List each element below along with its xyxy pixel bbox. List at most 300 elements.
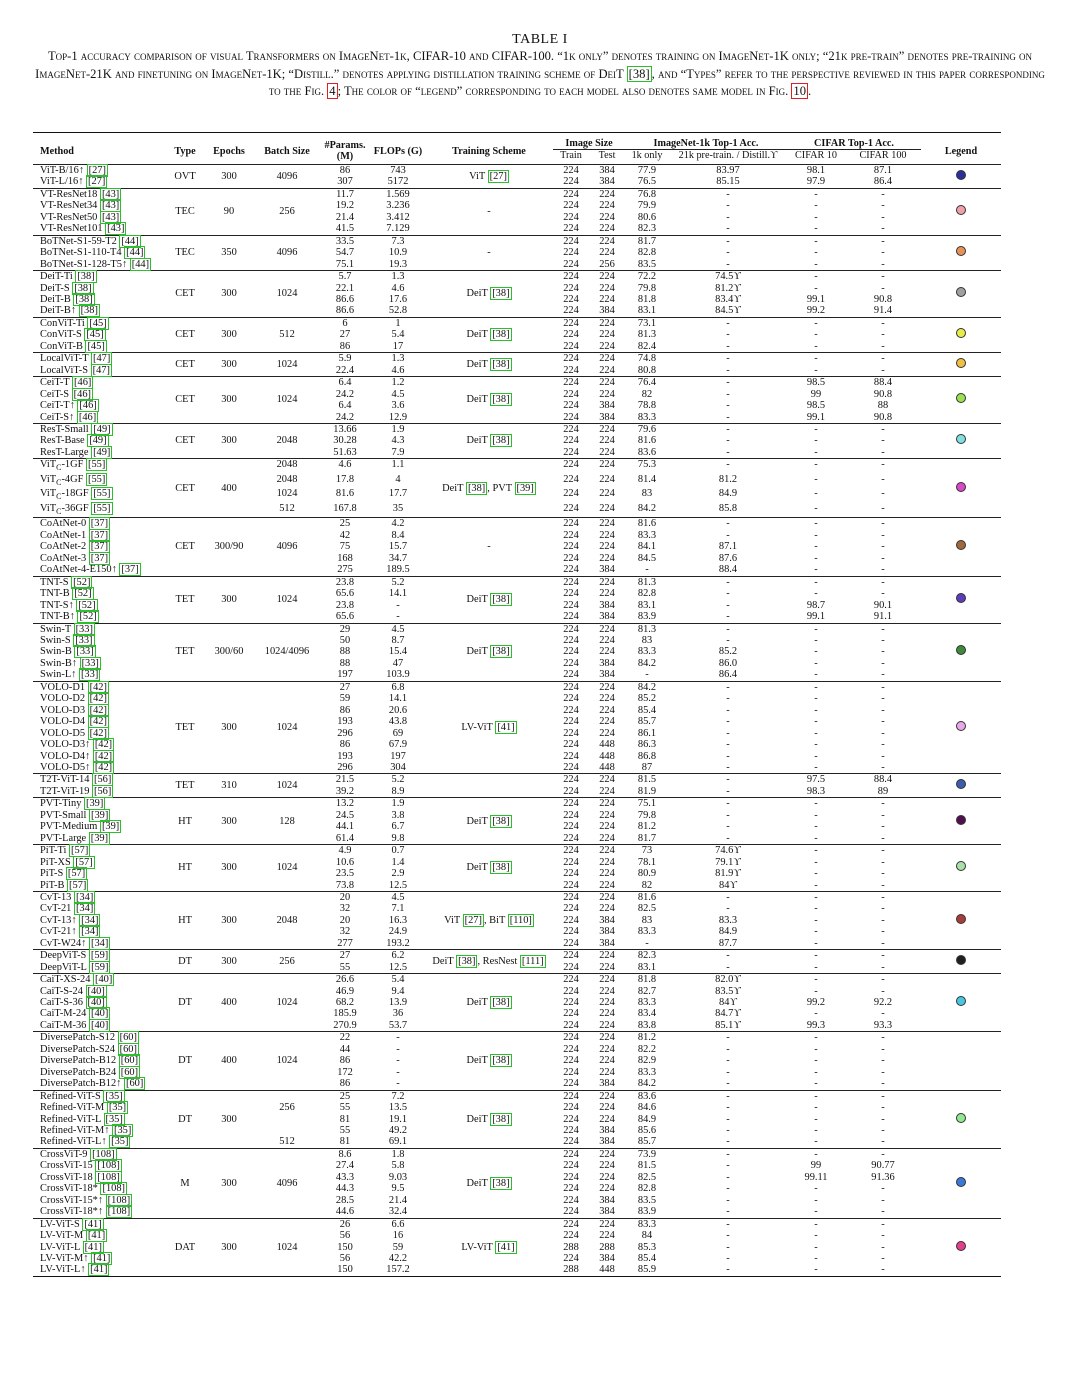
test-size-cell: 224 (599, 646, 615, 658)
method-citation[interactable]: [41] (93, 1253, 111, 1264)
acc-21k-distill-cell: - (726, 832, 730, 844)
method-citation[interactable]: [108] (107, 1206, 131, 1218)
flops-cell: 21.4 (388, 1194, 408, 1206)
params-cell: 168 (337, 552, 353, 564)
type-cell: CET (167, 423, 203, 458)
method-citation[interactable]: [42] (94, 761, 113, 773)
method-citation[interactable]: [43] (101, 200, 120, 212)
table-row (33, 1218, 1001, 1230)
method-citation[interactable]: [35] (114, 1125, 132, 1137)
test-size-cell: 224 (599, 552, 615, 564)
method-citation[interactable]: [55] (88, 459, 106, 471)
method-citation[interactable]: [37] (90, 518, 109, 530)
cifar100-cell: - (881, 223, 885, 235)
type-cell: HT (167, 798, 203, 845)
table-row (33, 423, 1001, 435)
method-citation[interactable]: [33] (75, 634, 93, 646)
method-citation[interactable]: [40] (87, 997, 105, 1009)
table-row (33, 1090, 1001, 1102)
method-citation[interactable]: [46] (73, 388, 91, 400)
test-size-cell: 224 (599, 488, 615, 500)
flops-cell: - (396, 1066, 400, 1078)
params-cell: 39.2 (335, 785, 355, 797)
method-cell: CaiT-M-24 [40] (40, 1008, 109, 1020)
acc-1k-only-cell: 82.4 (637, 340, 657, 352)
scheme-citation[interactable]: [38] (492, 815, 510, 827)
type-cell: OVT (167, 165, 203, 189)
method-cell: DeiT-B [38] (40, 293, 93, 305)
method-cell: Swin-B [33] (40, 646, 94, 658)
method-citation[interactable]: [42] (94, 750, 113, 762)
acc-21k-distill-cell: - (726, 529, 730, 541)
train-size-cell: 224 (563, 282, 579, 294)
method-citation[interactable]: [55] (88, 473, 106, 485)
flops-cell: 3.6 (391, 400, 405, 412)
method-citation[interactable]: [59] (91, 961, 109, 973)
test-size-cell: 224 (589, 1218, 625, 1230)
scheme-citation[interactable]: [38] (492, 288, 510, 300)
method-citation[interactable]: [40] (95, 974, 113, 986)
acc-21k-distill-cell: 84.7ϒ (715, 1008, 741, 1020)
test-size-cell: 224 (599, 364, 615, 376)
scheme-citation[interactable]: [38] (492, 1177, 510, 1189)
acc-21k-distill-cell: - (726, 634, 730, 646)
type-cell: TEC (167, 235, 203, 270)
scheme-citation[interactable]: [39] (516, 482, 534, 494)
method-citation[interactable]: [57] (70, 845, 89, 857)
scheme-cell: ViT [27] , BiT [110] (425, 891, 553, 949)
scheme-citation[interactable]: [27] (464, 914, 482, 926)
cifar10-cell: - (787, 188, 845, 200)
cifar100-cell: - (845, 845, 921, 857)
acc-1k-only-cell: 81.6 (625, 891, 669, 903)
acc-1k-only-cell: 79.6 (625, 423, 669, 435)
method-cell: VOLO-D2 [42] (40, 693, 107, 705)
method-citation[interactable]: [33] (81, 657, 99, 669)
test-size-cell: 384 (599, 400, 615, 412)
flops-cell: 14.1 (388, 693, 408, 705)
method-citation[interactable]: [46] (79, 400, 97, 412)
acc-1k-only-cell: 81.6 (625, 518, 669, 530)
method-citation[interactable]: [60] (125, 1078, 144, 1090)
scheme-citation[interactable]: [38] (492, 646, 510, 658)
method-citation[interactable]: [40] (90, 1008, 109, 1020)
method-citation[interactable]: [52] (78, 599, 96, 611)
acc-21k-distill-cell: - (669, 317, 787, 329)
table-row (33, 353, 1001, 365)
cifar100-cell: - (881, 1055, 885, 1067)
comparison-table (33, 132, 1001, 1277)
legend-color-dot (956, 246, 966, 256)
method-citation[interactable]: [47] (92, 364, 110, 376)
cifar100-cell: - (881, 1125, 885, 1137)
method-citation[interactable]: [39] (86, 798, 104, 810)
epochs-cell: 300 (203, 1148, 255, 1218)
cifar10-cell: - (814, 1241, 818, 1253)
train-size-cell: 224 (553, 459, 589, 474)
method-citation[interactable]: [44] (126, 247, 144, 259)
cifar10-cell: 99.3 (806, 1019, 826, 1031)
train-size-cell: 224 (563, 1160, 579, 1172)
method-citation[interactable]: [42] (94, 739, 113, 751)
method-citation[interactable]: [35] (105, 1090, 123, 1102)
method-citation[interactable]: [60] (119, 1032, 137, 1044)
scheme-citation[interactable]: [41] (497, 1241, 515, 1253)
scheme-cell: LV-ViT [41] (425, 1218, 553, 1276)
params-cell: 10.6 (335, 856, 355, 868)
method-citation[interactable]: [108] (97, 1160, 120, 1172)
flops-cell: 13.9 (388, 997, 408, 1009)
scheme-citation[interactable]: [38] (492, 394, 510, 406)
method-citation[interactable]: [59] (90, 950, 109, 962)
legend-color-dot (956, 1177, 966, 1187)
train-size-cell: 224 (563, 340, 579, 352)
method-citation[interactable]: [27] (88, 165, 106, 176)
scheme-citation[interactable]: [38] (492, 593, 510, 605)
scheme-citation[interactable]: [38] (492, 358, 510, 370)
method-citation[interactable]: [38] (77, 271, 95, 283)
cifar10-cell: - (787, 317, 845, 329)
cifar10-cell: - (814, 1206, 818, 1218)
cifar10-cell: - (814, 435, 818, 447)
cifar100-cell: - (881, 552, 885, 564)
acc-21k-distill-cell: - (726, 1171, 730, 1183)
params-cell: 277 (337, 937, 353, 949)
params-cell: 86 (339, 1055, 351, 1067)
table-row (33, 681, 1001, 693)
method-citation[interactable]: [34] (75, 891, 94, 903)
type-cell: DT (167, 1032, 203, 1090)
caption-fig-4-link[interactable]: 4 (329, 84, 336, 98)
params-cell: 6.4 (338, 400, 352, 412)
cifar100-cell: - (881, 727, 885, 739)
scheme-citation[interactable]: [41] (497, 721, 515, 733)
cifar10-cell: - (814, 914, 818, 926)
method-citation[interactable]: [42] (89, 693, 107, 705)
params-cell: 81.6 (335, 488, 355, 500)
acc-1k-only-cell: 82.7 (637, 985, 657, 997)
cifar100-cell: - (881, 646, 885, 658)
cifar10-cell: - (787, 235, 845, 247)
method-citation[interactable]: [56] (94, 774, 112, 786)
cifar100-cell: - (881, 258, 885, 270)
method-citation[interactable]: [55] (93, 502, 111, 514)
method-citation[interactable]: [41] (84, 1218, 102, 1230)
cifar10-cell: - (814, 1136, 818, 1148)
method-cell: ConViT-Ti [45] (33, 317, 167, 329)
method-citation[interactable]: [45] (87, 340, 105, 352)
cifar100-cell: - (881, 364, 885, 376)
test-size-cell: 224 (599, 1043, 615, 1055)
cifar100-cell: - (881, 564, 885, 576)
train-size-cell: 224 (563, 1113, 579, 1125)
acc-21k-distill-cell: 86.4 (718, 669, 738, 681)
method-cell: BoTNet-S1-110-T4 [44] (40, 247, 144, 259)
method-citation[interactable]: [42] (89, 704, 107, 716)
method-citation[interactable]: [45] (86, 329, 104, 341)
params-cell: 11.7 (319, 188, 371, 200)
method-cell: T2T-ViT-19 [56] (40, 785, 112, 797)
cifar10-cell: 98.1 (787, 165, 845, 177)
params-cell: 73.8 (335, 879, 355, 891)
cifar100-cell: - (881, 704, 885, 716)
method-citation[interactable]: [52] (74, 588, 92, 600)
train-size-cell: 224 (563, 211, 579, 223)
method-citation[interactable]: [108] (107, 1194, 131, 1206)
method-citation[interactable]: [37] (90, 529, 109, 541)
method-citation[interactable]: [39] (101, 821, 120, 833)
type-cell: CET (167, 317, 203, 352)
acc-21k-distill-cell: - (669, 681, 787, 693)
test-size-cell: 224 (589, 317, 625, 329)
acc-1k-only-cell: 81.9 (637, 785, 657, 797)
scheme-citation[interactable]: [38] (458, 955, 476, 967)
cifar10-cell: - (814, 693, 818, 705)
method-citation[interactable]: [42] (89, 681, 107, 693)
method-citation[interactable]: [38] (80, 305, 98, 317)
epochs-cell: 300 (203, 798, 255, 845)
legend-cell (921, 681, 1001, 774)
cifar10-cell: 97.9 (806, 176, 826, 188)
acc-21k-distill-cell: - (669, 377, 787, 389)
train-size-cell: 224 (563, 750, 579, 762)
test-size-cell: 224 (589, 845, 625, 857)
acc-21k-distill-cell: 83.5ϒ (715, 985, 741, 997)
acc-21k-distill-cell: 84ϒ (719, 879, 737, 891)
method-cell: DiversePatch-B12↑ [60] (40, 1078, 144, 1090)
acc-1k-only-cell: 83.3 (637, 411, 657, 423)
method-citation[interactable]: [40] (87, 985, 105, 997)
batch-cell: 2048 (255, 891, 319, 949)
train-size-cell: 224 (563, 1078, 579, 1090)
cifar10-cell: - (787, 974, 845, 986)
scheme-citation[interactable]: [38] (492, 435, 510, 447)
epochs-cell: 300 (203, 353, 255, 377)
method-citation[interactable]: [44] (121, 235, 139, 247)
scheme-citation[interactable]: [27] (489, 170, 507, 182)
method-citation[interactable]: [37] (90, 541, 109, 553)
legend-color-dot (956, 328, 966, 338)
cifar10-cell: 99.1 (806, 293, 826, 305)
train-size-cell: 224 (563, 400, 579, 412)
test-size-cell: 448 (599, 761, 615, 773)
method-citation[interactable]: [33] (75, 623, 93, 635)
train-size-cell: 224 (563, 634, 579, 646)
method-citation[interactable]: [34] (75, 903, 94, 915)
scheme-citation[interactable]: [110] (509, 914, 532, 926)
legend-cell (921, 377, 1001, 424)
train-size-cell: 224 (563, 1230, 579, 1242)
method-citation[interactable]: [39] (90, 809, 109, 821)
params-cell: 27 (319, 950, 371, 962)
scheme-cell: DeiT [38] (425, 1148, 553, 1218)
test-size-cell: 224 (599, 502, 615, 514)
method-citation[interactable]: [39] (90, 832, 109, 844)
test-size-cell: 384 (599, 669, 615, 681)
acc-1k-only-cell: 83.4 (637, 1008, 657, 1020)
method-citation[interactable]: [52] (79, 611, 97, 623)
method-citation[interactable]: [57] (67, 868, 86, 880)
acc-21k-distill-cell: 82.0ϒ (669, 974, 787, 986)
method-citation[interactable]: [37] (121, 564, 139, 576)
method-citation[interactable]: [35] (108, 1102, 127, 1114)
acc-1k-only-cell: 86.8 (637, 750, 657, 762)
epochs-cell: 300 (203, 845, 255, 892)
acc-21k-distill-cell: - (726, 1230, 730, 1242)
cifar100-cell: - (881, 247, 885, 259)
acc-1k-only-cell: 84.2 (637, 502, 657, 514)
method-cell: CrossViT-18 [108] (40, 1171, 120, 1183)
method-citation[interactable]: [34] (90, 937, 109, 949)
flops-cell: - (396, 1043, 400, 1055)
method-citation[interactable]: [42] (89, 727, 107, 739)
cifar100-cell: 88 (877, 400, 889, 412)
scheme-citation[interactable]: [111] (521, 955, 544, 967)
acc-1k-only-cell: 79.8 (637, 282, 657, 294)
test-size-cell: 384 (599, 564, 615, 576)
params-cell: 32 (339, 926, 351, 938)
cifar10-cell: - (787, 423, 845, 435)
acc-21k-distill-cell: - (726, 1253, 730, 1264)
flops-cell: - (396, 1078, 400, 1090)
params-cell: 197 (337, 669, 353, 681)
method-citation[interactable]: [45] (89, 317, 107, 329)
method-cell: Swin-L↑ [33] (40, 669, 99, 681)
caption-text-1: Top-1 accuracy comparison of visual Transformers on ImageNet-1k, CIFAR-10 and CIFAR-100. “1k only” denotes training on ImageNet-1K only; “21k pre-train” denotes pre-training on ImageNet-21K and finetuning on ImageNet-1K; “Distill.” denotes applying distillation training scheme of DeiT (35, 49, 1033, 81)
method-citation[interactable]: [42] (89, 716, 107, 728)
method-citation[interactable]: [37] (90, 552, 109, 564)
test-size-cell: 224 (599, 704, 615, 716)
flops-cell: 15.7 (388, 541, 408, 553)
cifar10-cell: - (814, 1078, 818, 1090)
method-citation[interactable]: [57] (75, 856, 93, 868)
method-citation[interactable]: [56] (94, 785, 112, 797)
acc-1k-only-cell: 83.1 (637, 599, 657, 611)
method-citation[interactable]: [57] (69, 879, 87, 891)
method-citation[interactable]: [41] (87, 1230, 106, 1242)
acc-1k-only-cell: 84.2 (625, 681, 669, 693)
method-citation[interactable]: [46] (74, 377, 92, 389)
cifar10-cell: - (814, 200, 818, 212)
method-citation[interactable]: [33] (76, 646, 94, 658)
method-citation[interactable]: [108] (92, 1148, 115, 1160)
method-citation[interactable]: [52] (73, 576, 91, 588)
train-size-cell: 224 (563, 611, 579, 623)
header-cifar10: CIFAR 10 (787, 150, 845, 165)
cifar10-cell: - (787, 1148, 845, 1160)
train-size-cell: 224 (563, 329, 579, 341)
method-citation[interactable]: [108] (102, 1183, 125, 1195)
test-size-cell: 384 (599, 305, 615, 317)
params-cell: 27 (339, 329, 351, 341)
acc-21k-distill-cell: - (669, 459, 787, 474)
params-cell: 24.2 (335, 388, 355, 400)
test-size-cell: 224 (589, 623, 625, 635)
caption-cite-38[interactable]: [38] (628, 66, 650, 81)
method-citation[interactable]: [43] (101, 211, 120, 223)
method-citation[interactable]: [46] (78, 411, 97, 423)
method-citation[interactable]: [34] (81, 914, 99, 926)
method-citation[interactable]: [41] (84, 1241, 102, 1253)
acc-21k-distill-cell: 84.9 (718, 926, 738, 938)
cifar10-cell: - (787, 353, 845, 365)
method-citation[interactable]: [60] (119, 1043, 137, 1055)
method-citation[interactable]: [34] (81, 926, 99, 938)
cifar100-cell: - (845, 1032, 921, 1044)
method-citation[interactable]: [60] (120, 1055, 139, 1067)
method-citation[interactable]: [49] (93, 446, 111, 458)
method-cell: CrossViT-18* [108] (40, 1183, 125, 1195)
method-cell: LV-ViT-L↑ [41] (40, 1264, 108, 1276)
caption-fig-10-link[interactable]: 10 (793, 84, 807, 98)
method-citation[interactable]: [40] (90, 1019, 109, 1031)
type-cell: TET (167, 681, 203, 774)
cifar100-cell: 90.8 (873, 411, 893, 423)
method-cell: CrossViT-9 [108] (33, 1148, 167, 1160)
method-citation[interactable]: [108] (97, 1171, 120, 1183)
method-citation[interactable]: [49] (89, 435, 107, 447)
acc-21k-distill-cell: - (726, 750, 730, 762)
method-citation[interactable]: [60] (120, 1066, 139, 1078)
acc-21k-distill-cell: 81.2ϒ (715, 282, 741, 294)
method-citation[interactable]: [44] (131, 258, 150, 270)
method-cell: VOLO-D5 [42] (40, 727, 107, 739)
acc-21k-distill-cell: 87.6 (718, 552, 738, 564)
method-citation[interactable]: [27] (88, 176, 106, 188)
method-citation[interactable]: [43] (107, 223, 125, 235)
scheme-citation[interactable]: [38] (492, 1113, 510, 1125)
method-citation[interactable]: [33] (80, 669, 99, 681)
params-cell: 22.4 (335, 364, 355, 376)
train-size-cell: 224 (553, 235, 589, 247)
table-row (33, 271, 1001, 283)
method-citation[interactable]: [41] (90, 1264, 108, 1276)
acc-1k-only-cell: 81.6 (637, 435, 657, 447)
method-citation[interactable]: [47] (93, 353, 111, 365)
acc-1k-only-cell: 85.4 (637, 1253, 657, 1264)
test-size-cell: 224 (599, 879, 615, 891)
cifar100-cell: - (881, 961, 885, 973)
flops-cell: 42.2 (388, 1253, 408, 1264)
acc-1k-only-cell: 82.8 (637, 247, 657, 259)
acc-1k-only-cell: 75.1 (625, 798, 669, 810)
scheme-citation[interactable]: [38] (492, 862, 510, 874)
test-size-cell: 224 (599, 1171, 615, 1183)
method-citation[interactable]: [35] (105, 1113, 123, 1125)
method-cell: Swin-S [33] (40, 634, 93, 646)
method-citation[interactable]: [38] (74, 282, 92, 294)
scheme-citation[interactable]: [38] (492, 1055, 510, 1067)
train-size-cell: 224 (553, 950, 589, 962)
cifar10-cell: - (814, 646, 818, 658)
method-citation[interactable]: [35] (111, 1136, 129, 1148)
acc-21k-distill-cell: - (726, 739, 730, 751)
epochs-cell: 350 (203, 235, 255, 270)
flops-cell: 19.1 (388, 1113, 408, 1125)
train-size-cell: 224 (563, 1125, 579, 1137)
method-citation[interactable]: [43] (101, 188, 120, 200)
legend-color-dot (956, 815, 966, 825)
params-cell: 75 (339, 541, 351, 553)
method-citation[interactable]: [49] (93, 423, 111, 435)
scheme-citation[interactable]: [38] (492, 997, 510, 1009)
scheme-citation[interactable]: [38] (492, 329, 510, 341)
cifar10-cell: - (814, 223, 818, 235)
scheme-citation[interactable]: [38] (467, 482, 486, 494)
method-citation[interactable]: [55] (93, 488, 111, 500)
method-citation[interactable]: [38] (75, 293, 93, 305)
header-train: Train (553, 150, 589, 165)
